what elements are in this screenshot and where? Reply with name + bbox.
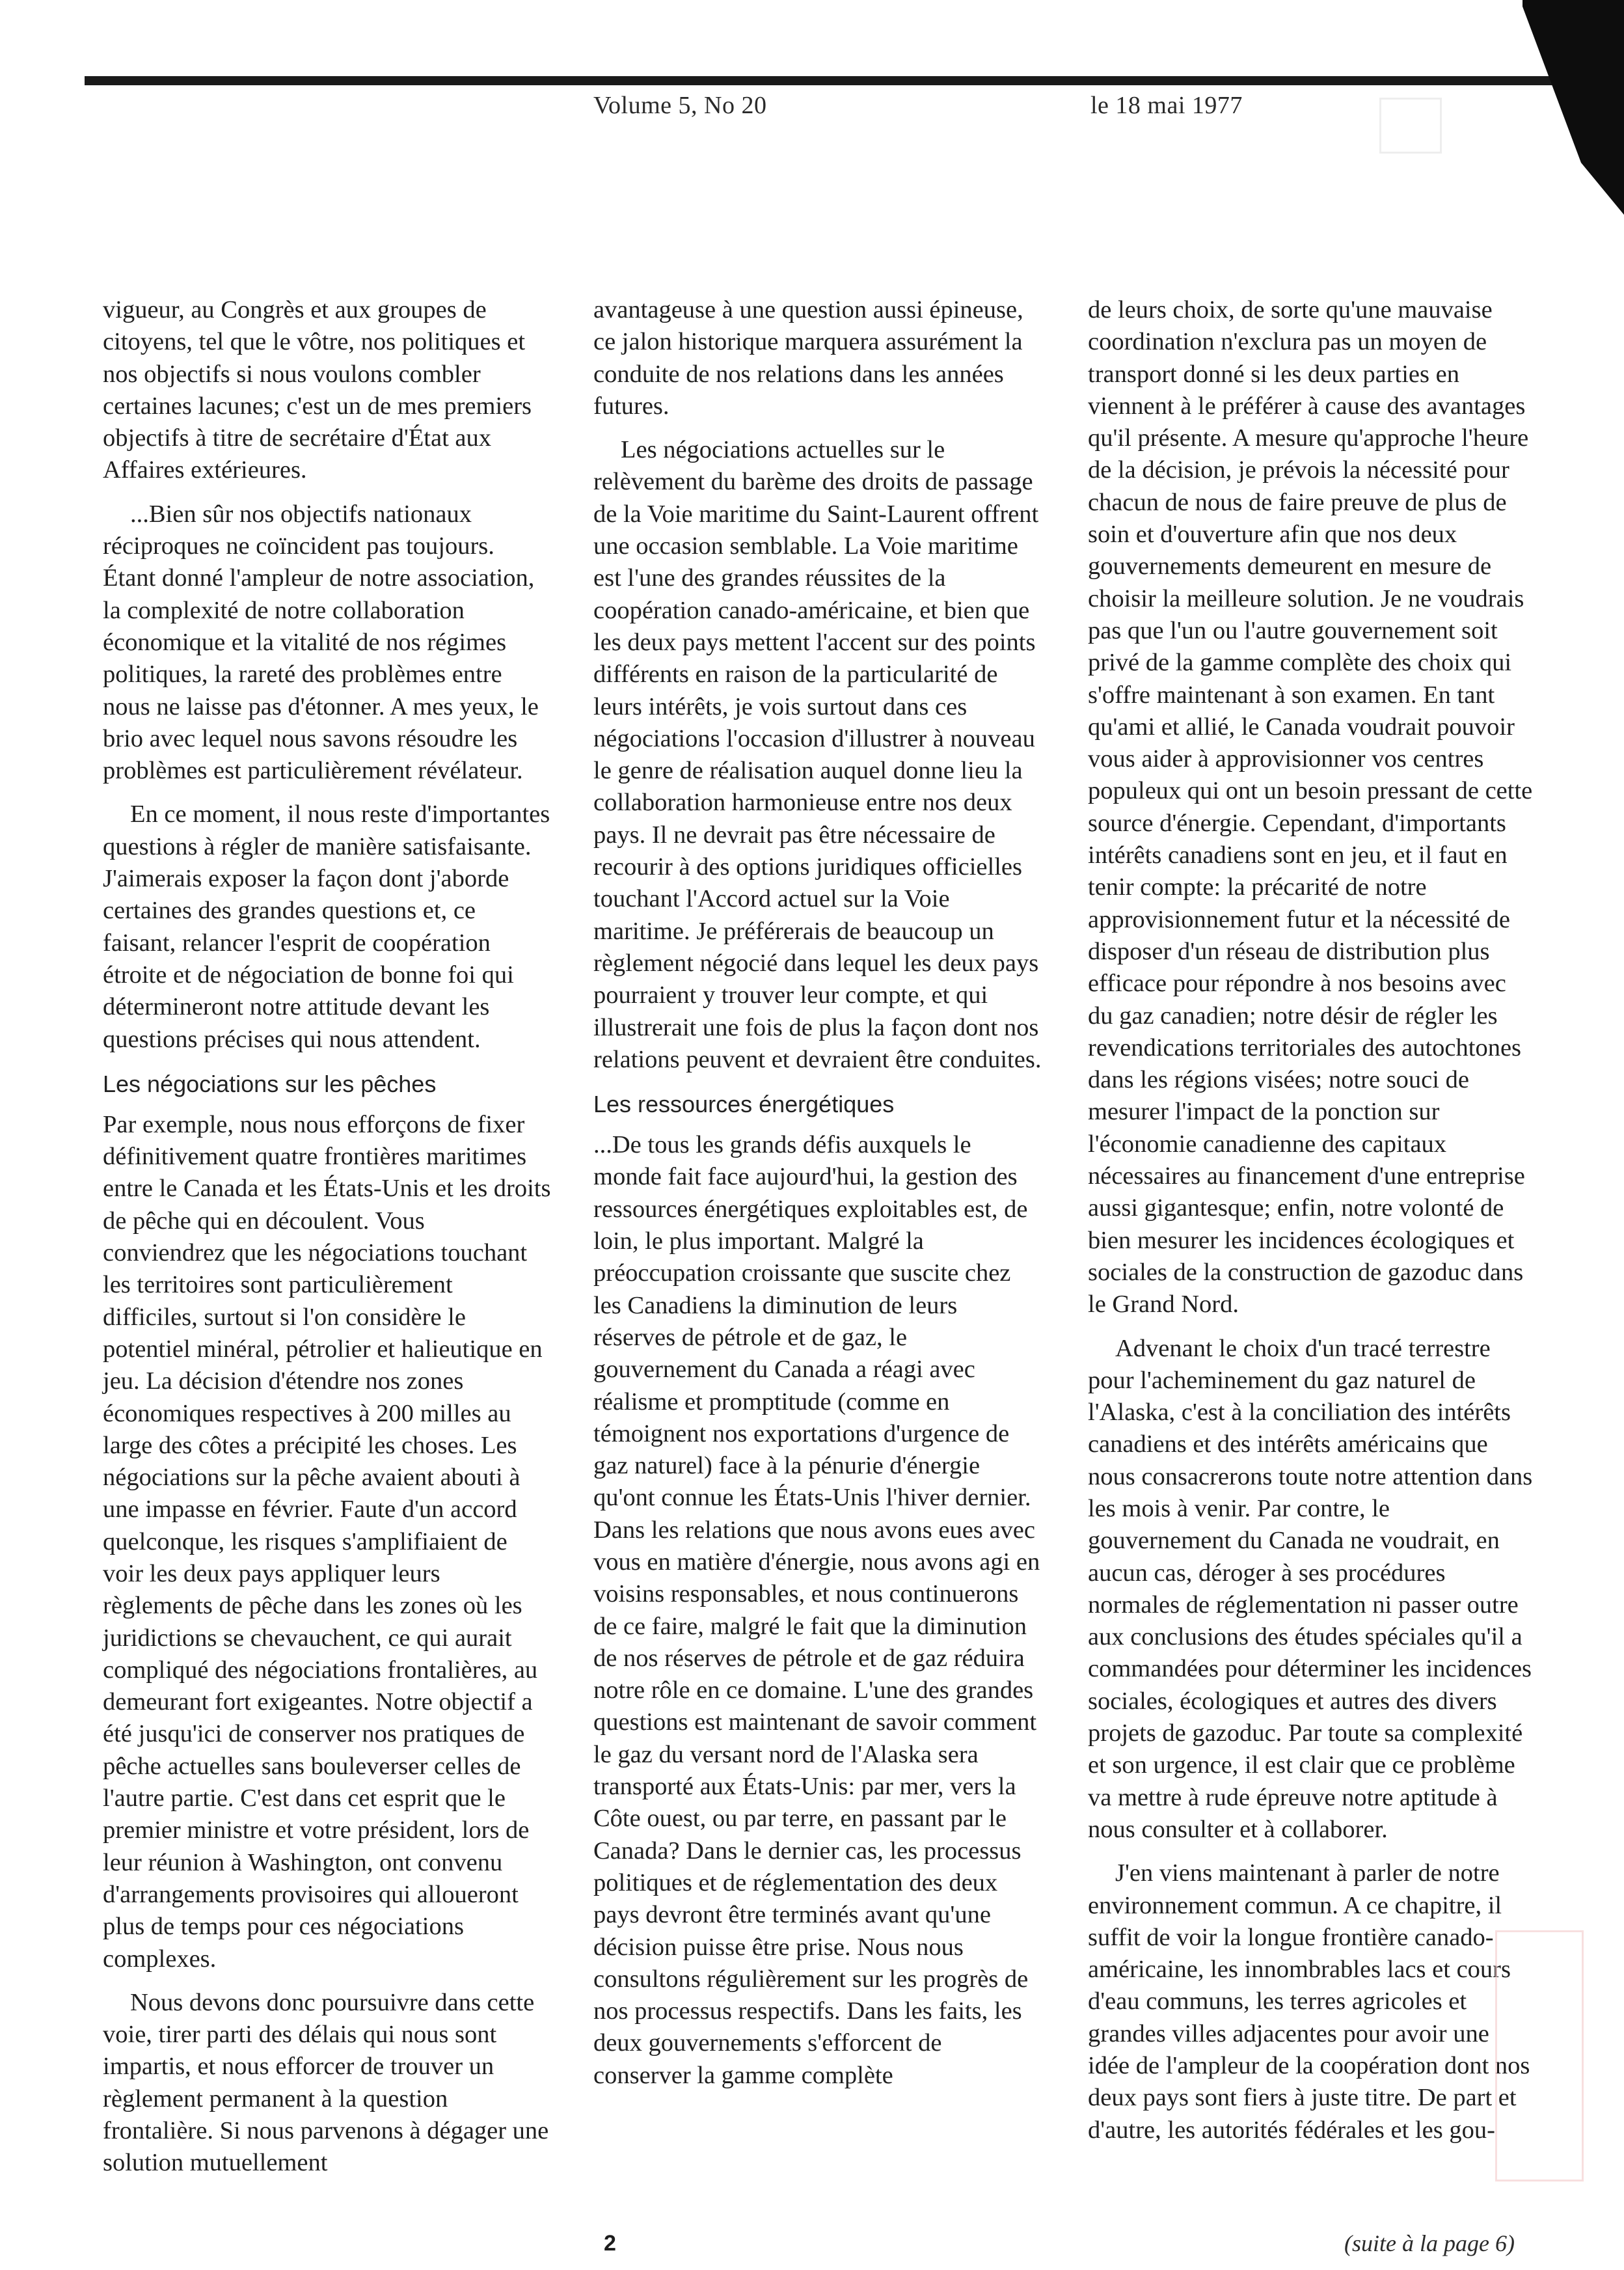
page-number: 2 — [604, 2231, 616, 2256]
faint-stamp-margin — [1495, 1930, 1584, 2181]
paragraph: En ce moment, il nous reste d'importantes questions à régler de manière satisfaisante. J'aimerais exposer la façon dont j'aborde certaines des grandes questions et, ce faisant, relancer l'esprit de coopération étroite et de négociation de bonne foi qui détermineront notre attitude devant les questions précises qui nous attendent. — [103, 800, 550, 1053]
paragraph: ...Bien sûr nos objectifs nationaux réciproques ne coïncident pas toujours. Étant donné l'ampleur de notre association, la complexité de notre collaboration économique et la vitalité de nos régimes politiques, la rareté des problèmes entre nous ne laisse pas d'étonner. A mes yeux, le brio avec lequel nous savons résoudre les problèmes est particulièrement révélateur. — [103, 500, 539, 785]
paragraph: Advenant le choix d'un tracé terrestre pour l'acheminement du gaz naturel de l'Alaska, c'est à la conciliation des intérêts canadiens et des intérêts américains que nous consacrerons toute notre attention dans les mois à venir. Par contre, le gouvernement du Canada ne voudrait, en aucun cas, déroger à ses procédures normales de réglementation ni passer outre aux conclusions des études spéciales qu'il a commandées pour déterminer les incidences sociales, écologiques et autres des divers projets de gazoduc. Par toute sa complexité et son urgence, il est clair que ce problème va mettre à rude épreuve notre aptitude à nous consulter et à collaborer. — [1088, 1334, 1533, 1843]
column-1 — [103, 294, 552, 2191]
paragraph: J'en viens maintenant à parler de notre environnement commun. A ce chapitre, il suffit de voir la longue frontière canado-américaine, les innombrables lacs et cours d'eau communs, les terres agricoles et grandes villes adjacentes pour avoir une idée de l'ampleur de la coopération dont nos deux pays sont fiers à juste titre. De part et d'autre, les autorités fédérales et les gou- — [1088, 1859, 1530, 2144]
paragraph: vigueur, au Congrès et aux groupes de citoyens, tel que le vôtre, nos politiques et nos objectifs si nous voulons combler certaines lacunes; c'est un de mes premiers objectifs à titre de secrétaire d'État aux Affaires extérieures. — [103, 296, 532, 484]
section-heading: Les ressources énergétiques — [593, 1091, 895, 1118]
issue-date: le 18 mai 1977 — [1090, 92, 1243, 119]
faint-stamp-top — [1379, 98, 1442, 154]
paragraph: Par exemple, nous nous efforçons de fixer définitivement quatre frontières maritimes entre le Canada et les États-Unis et les droits de pêche qui en découlent. Vous conviendrez que les négociations touchant les territoires sont particulièrement difficiles, surtout si l'on considère le potentiel minéral, pétrolier et halieutique en jeu. La décision d'étendre nos zones économiques respectives à 200 milles au large des côtes a précipité les choses. Les négociations sur la pêche avaient abouti à une impasse en février. Faute d'un accord quelconque, les risques s'amplifiaient de voir les deux pays appliquer leurs règlements de pêche dans les zones où les juridictions se chevauchent, ce qui aurait compliqué des négociations frontalières, au demeurant fort exigeantes. Notre objectif a été jusqu'ici de conserver nos pratiques de pêche actuelles sans bouleverser celles de l'autre partie. C'est dans cet esprit que le premier ministre et votre président, lors de leur réunion à Washington, ont convenu d'arrangements provisoires qui alloueront plus de temps pour ces négociations complexes. — [103, 1110, 551, 1973]
column-3 — [1088, 294, 1537, 2158]
volume-number: Volume 5, No 20 — [593, 92, 767, 119]
page-corner-fold — [1496, 0, 1624, 215]
section-heading: Les négociations sur les pêches — [103, 1070, 437, 1097]
header-rule — [85, 76, 1624, 85]
paragraph: de leurs choix, de sorte qu'une mauvaise coordination n'exclura pas un moyen de transport donné si les deux parties en viennent à le préférer à cause des avantages qu'il présente. A mesure qu'approche l'heure de la décision, je prévois la nécessité pour chacun de nous de faire preuve de plus de soin et d'ouverture afin que nos deux gouvernements demeurent en mesure de choisir la meilleure solution. Je ne voudrais pas que l'un ou l'autre gouvernement soit privé de la gamme complète des choix qui s'offre maintenant à son examen. En tant qu'ami et allié, le Canada voudrait pouvoir vous aider à approvisionner vos centres populeux qui ont un besoin pressant de cette source d'énergie. Cependant, d'importants intérêts canadiens sont en jeu, et il faut en tenir compte: la précarité de notre approvisionnement futur et la nécessité de disposer d'un réseau de distribution plus efficace pour répondre à nos besoins avec du gaz canadien; notre désir de régler les revendications territoriales des autochtones dans les régions visées; notre souci de mesurer l'impact de la ponction sur l'économie canadienne des capitaux nécessaires au financement d'une entreprise aussi gigantesque; enfin, notre volonté de bien mesurer les incidences écologiques et sociales de la construction de gazoduc dans le Grand Nord. — [1088, 296, 1533, 1319]
continued-note: (suite à la page 6) — [1344, 2230, 1515, 2256]
paragraph: Nous devons donc poursuivre dans cette voie, tirer parti des délais qui nous sont impartis, et nous efforcer de trouver un règlement permanent à la question frontalière. Si nous parvenons à dégager une solution mutuellement — [103, 1988, 549, 2177]
paragraph: Les négociations actuelles sur le relèvement du barème des droits de passage de la Voie maritime du Saint-Laurent offrent une occasion semblable. La Voie maritime est l'une des grandes réussites de la coopération canado-américaine, et bien que les deux pays mettent l'accent sur des points différents en raison de la particularité de leurs intérêts, je vois surtout dans ces négociations l'occasion d'illustrer à nouveau le genre de réalisation auquel donne lieu la collaboration harmonieuse entre nos deux pays. Il ne devrait pas être nécessaire de recourir à des options juridiques officielles touchant l'Accord actuel sur la Voie maritime. Je préférerais de beaucoup un règlement négocié dans lequel les deux pays pourraient y trouver leur compte, et qui illustrerait une fois de plus la façon dont nos relations peuvent et devraient être conduites. — [593, 436, 1042, 1073]
column-2 — [593, 294, 1042, 2103]
paragraph: ...De tous les grands défis auxquels le monde fait face aujourd'hui, la gestion des ressources énergétiques exploitables est, de loin, le plus important. Malgré la préoccupation croissante que suscite chez les Canadiens la diminution de leurs réserves de pétrole et de gaz, le gouvernement du Canada a réagi avec réalisme et promptitude (comme en témoignent nos exportations d'urgence de gaz naturel) face à la pénurie d'énergie qu'ont connue les États-Unis l'hiver dernier. Dans les relations que nous avons eues avec vous en matière d'énergie, nous avons agi en voisins responsables, et nous continuerons de ce faire, malgré le fait que la diminution de nos réserves de pétrole et de gaz réduira notre rôle en ce domaine. L'une des grandes questions est maintenant de savoir comment le gaz du versant nord de l'Alaska sera transporté aux États-Unis: par mer, vers la Côte ouest, ou par terre, en passant par le Canada? Dans le dernier cas, les processus politiques et de réglementation des deux pays devront être terminés avant qu'une décision puisse être prise. Nous nous consultons régulièrement sur les progrès de nos processus respectifs. Dans les faits, les deux gouvernements s'efforcent de conserver la gamme complète — [593, 1131, 1040, 2089]
paragraph: avantageuse à une question aussi épineuse, ce jalon historique marquera assurément la conduite de nos relations dans les années futures. — [593, 296, 1023, 420]
